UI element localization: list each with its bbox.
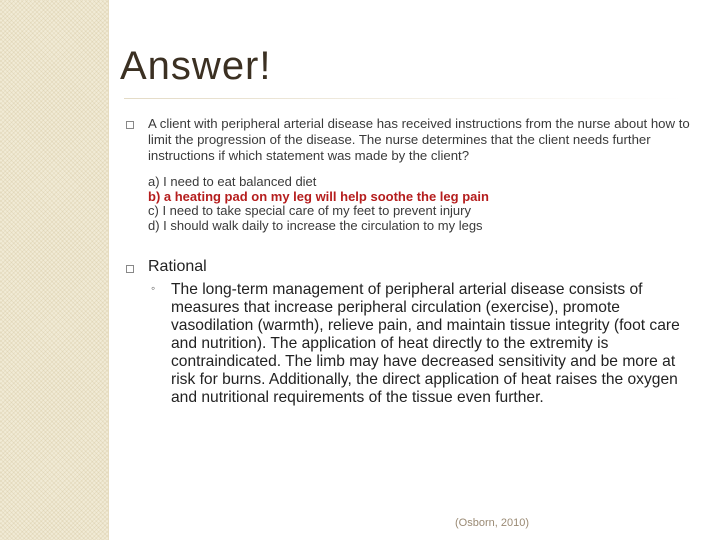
option-a: a) I need to eat balanced diet xyxy=(148,174,317,189)
option-d: d) I should walk daily to increase the circulation to my legs xyxy=(148,217,483,233)
option-c: c) I need to take special care of my feet to prevent injury xyxy=(148,203,471,218)
rational-text: The long-term management of peripheral arterial disease consists of measures that increase peripheral circulation (exercise), promote vasodilation (warmth), relieve pain, and maintain tissue integrity (foot care and nutrition). The application of heat directly to the extremity is contraindicated. The limb may have decreased sensitivity and be more at risk for burns. Additionally, the direct application of heat raises the oxygen and nutritional requirements of the tissue even further. xyxy=(171,281,680,406)
decorative-side-band xyxy=(0,0,108,540)
question-text: A client with peripheral arterial disease has received instructions from the nurse about how to limit the progression of the disease. The nurse determines that the client needs further instructions if which statement was made by the client? xyxy=(148,116,690,163)
rational-heading: Rational xyxy=(148,258,207,275)
square-bullet-icon xyxy=(126,262,134,276)
answer-options xyxy=(148,175,693,233)
circle-sub-bullet-icon: ◦ xyxy=(151,281,156,295)
slide-title: Answer! xyxy=(120,44,272,88)
square-bullet-icon xyxy=(126,118,134,132)
side-band-edge xyxy=(108,0,109,540)
option-b-correct: b) a heating pad on my leg will help soothe the leg pain xyxy=(148,188,489,204)
citation: (Osborn, 2010) xyxy=(455,517,529,529)
title-divider xyxy=(124,98,684,99)
